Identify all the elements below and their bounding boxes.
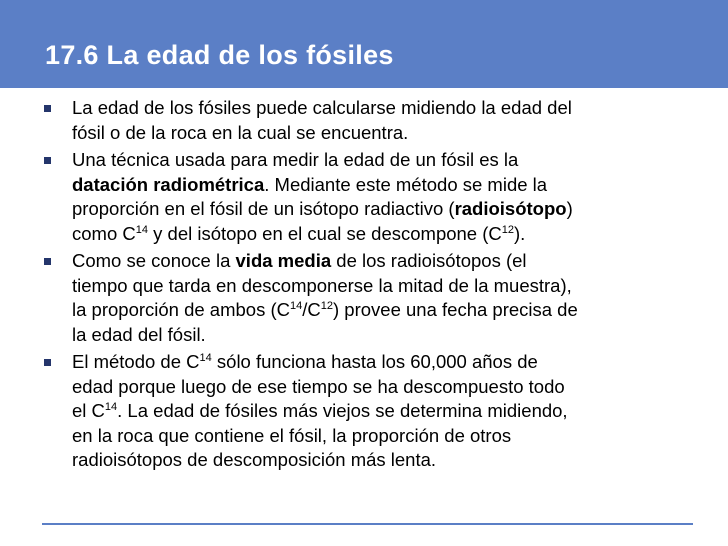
square-bullet-icon [44, 258, 51, 265]
bullet-line [72, 399, 694, 424]
slide-title: 17.6 La edad de los fósiles [45, 40, 394, 70]
bullet-list [42, 96, 694, 476]
bullet-text: ) [566, 198, 573, 219]
isotope-superscript: 12 [320, 300, 333, 312]
bullet-text: y del isótopo en el cual se descompone (C [148, 222, 502, 244]
bold-term: vida media [235, 250, 332, 271]
bullet-line [72, 448, 694, 473]
bullet-text: de los radioisótopos (el [331, 250, 527, 271]
bottom-rule [42, 523, 693, 525]
square-bullet-icon [44, 105, 51, 112]
bullet-text: Como se conoce la [72, 250, 236, 271]
bullet-text: proporción en el fósil de un isótopo radiactivo ( [72, 198, 455, 219]
isotope-superscript: 14 [199, 352, 212, 364]
bullet-line [72, 173, 694, 198]
square-bullet-icon [44, 157, 51, 164]
bullet-line [72, 274, 694, 299]
bullet-text: el C [72, 400, 105, 421]
title-bar [0, 0, 728, 88]
bullet-text: sólo funciona hasta los 60,000 años de [211, 351, 538, 372]
square-bullet-icon [44, 359, 51, 366]
bullet-text: El método de C [72, 351, 200, 372]
bullet-text: la proporción de ambos (C [72, 299, 290, 320]
bullet-line [72, 121, 694, 146]
bullet-text: ) provee una fecha precisa de [333, 299, 578, 320]
bullet-text: . La edad de fósiles más viejos se determina midiendo, [117, 400, 568, 421]
bullet-item [42, 148, 694, 246]
bullet-line [72, 249, 694, 274]
bullet-text: Una técnica usada para medir la edad de un fósil es la [72, 149, 519, 170]
bullet-item [42, 96, 694, 145]
bullet-item [42, 249, 694, 347]
bullet-text: en la roca que contiene el fósil, la proporción de otros [72, 424, 512, 446]
bullet-line [72, 222, 694, 247]
isotope-superscript: 14 [135, 223, 148, 236]
bullet-line [72, 350, 694, 375]
bold-term: radioisótopo [454, 198, 567, 219]
bullet-line [72, 96, 694, 121]
bold-term: datación radiométrica [72, 173, 265, 195]
isotope-superscript: 14 [104, 401, 118, 413]
bullet-item [42, 350, 694, 473]
bullet-text: . Mediante este método se mide la [264, 173, 548, 195]
bullet-text: radioisótopos de descomposición más lenta. [72, 449, 437, 470]
bullet-text: la edad del fósil. [72, 323, 206, 345]
isotope-superscript: 12 [501, 223, 515, 236]
bullet-text: ). [514, 222, 526, 244]
isotope-superscript: 14 [290, 300, 303, 312]
bullet-line [72, 424, 694, 449]
bullet-line [72, 375, 694, 400]
bullet-text: como C [72, 222, 136, 244]
bullet-text: fósil o de la roca en la cual se encuentra. [72, 121, 409, 143]
bullet-line [72, 197, 694, 222]
bullet-line [72, 298, 694, 323]
bullet-text: /C [302, 299, 321, 320]
bullet-line [72, 148, 694, 173]
bullet-text: tiempo que tarda en descomponerse la mitad de la muestra), [72, 274, 572, 296]
bullet-text: edad porque luego de ese tiempo se ha descompuesto todo [72, 375, 565, 397]
bullet-text: La edad de los fósiles puede calcularse midiendo la edad del [72, 97, 572, 118]
bullet-line [72, 323, 694, 348]
